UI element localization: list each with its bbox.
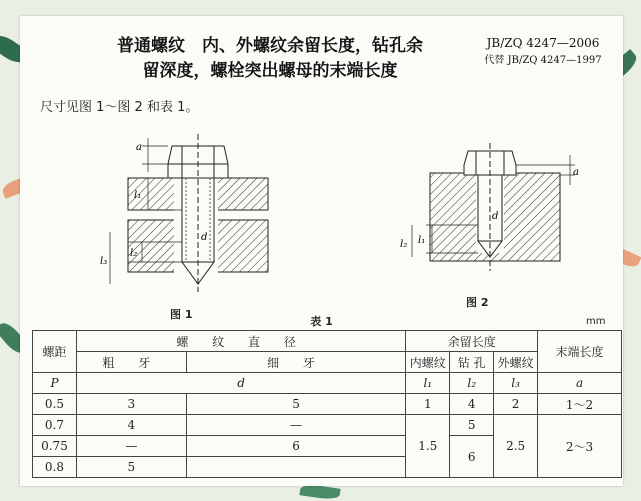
cell-coarse: 3 bbox=[76, 394, 186, 415]
cell-l2: 5 bbox=[450, 415, 494, 436]
title-line-2: 留深度，螺栓突出螺母的末端长度 bbox=[142, 61, 398, 81]
standard-number: JB/ZQ 4247—2006 bbox=[486, 36, 600, 50]
standard-block bbox=[468, 34, 618, 70]
header-remaining-length: 余留长度 bbox=[406, 331, 538, 352]
symbol-l2: l₂ bbox=[450, 373, 494, 394]
intro-text: 尺寸见图 1～图 2 和表 1。 bbox=[40, 100, 199, 115]
symbol-d: d bbox=[76, 373, 405, 394]
header-internal: 内螺纹 bbox=[406, 352, 450, 373]
cell-l2: 6 bbox=[450, 436, 494, 478]
cell-l3: 2 bbox=[494, 394, 538, 415]
fig1-label-l3: l₃ bbox=[100, 256, 108, 267]
document-page bbox=[20, 16, 623, 486]
header-pitch: 螺距 bbox=[33, 331, 77, 373]
figure-1-caption: 图 1 bbox=[170, 308, 193, 321]
fig2-label-l1: l₁ bbox=[418, 235, 426, 246]
cell-fine: — bbox=[186, 415, 406, 436]
document-title bbox=[90, 34, 450, 84]
cell-pitch: 0.8 bbox=[33, 457, 77, 478]
cell-l2: 4 bbox=[450, 394, 494, 415]
header-diameter: 螺 纹 直 径 bbox=[76, 331, 405, 352]
cell-pitch: 0.75 bbox=[33, 436, 77, 457]
table-row bbox=[33, 415, 622, 436]
table-header-row bbox=[33, 352, 622, 373]
cell-coarse: 5 bbox=[76, 457, 186, 478]
fig1-label-l1: l₁ bbox=[134, 190, 142, 201]
table-caption: 表 1 bbox=[310, 315, 333, 328]
fig2-label-a: a bbox=[573, 167, 579, 178]
cell-fine: 6 bbox=[186, 436, 406, 457]
table-symbol-row bbox=[33, 373, 622, 394]
cell-coarse: 4 bbox=[76, 415, 186, 436]
cell-l1: 1 bbox=[406, 394, 450, 415]
cell-a: 2～3 bbox=[538, 415, 622, 478]
header-drill: 钻 孔 bbox=[450, 352, 494, 373]
cell-a: 1～2 bbox=[538, 394, 622, 415]
header-external: 外螺纹 bbox=[494, 352, 538, 373]
figure-1-drawing bbox=[98, 116, 298, 296]
fig1-label-d: d bbox=[201, 232, 208, 243]
table-header-row bbox=[33, 331, 622, 352]
supersedes-note: 代替 JB/ZQ 4247—1997 bbox=[484, 55, 602, 66]
header-fine: 细 牙 bbox=[186, 352, 406, 373]
cell-l3: 2.5 bbox=[494, 415, 538, 478]
cell-coarse: — bbox=[76, 436, 186, 457]
unit-label: mm bbox=[586, 316, 606, 327]
symbol-a: a bbox=[538, 373, 622, 394]
symbol-p: P bbox=[33, 373, 77, 394]
figure-2-caption: 图 2 bbox=[466, 296, 489, 309]
figure-2-drawing bbox=[390, 141, 590, 291]
thread-length-table bbox=[32, 330, 622, 478]
cell-fine bbox=[186, 457, 406, 478]
cell-pitch: 0.5 bbox=[33, 394, 77, 415]
symbol-l3: l₃ bbox=[494, 373, 538, 394]
title-line-1: 普通螺纹 内、外螺纹余留长度，钻孔余 bbox=[117, 36, 423, 56]
header-coarse: 粗 牙 bbox=[76, 352, 186, 373]
fig1-label-a: a bbox=[136, 142, 142, 153]
symbol-l1: l₁ bbox=[406, 373, 450, 394]
cell-fine: 5 bbox=[186, 394, 406, 415]
cell-pitch: 0.7 bbox=[33, 415, 77, 436]
fig2-label-d: d bbox=[492, 211, 499, 222]
cell-l1: 1.5 bbox=[406, 415, 450, 478]
fig2-label-l2: l₂ bbox=[400, 239, 408, 250]
fig1-label-l2: l₂ bbox=[130, 248, 138, 259]
header-end-length: 末端长度 bbox=[538, 331, 622, 373]
table-row bbox=[33, 394, 622, 415]
